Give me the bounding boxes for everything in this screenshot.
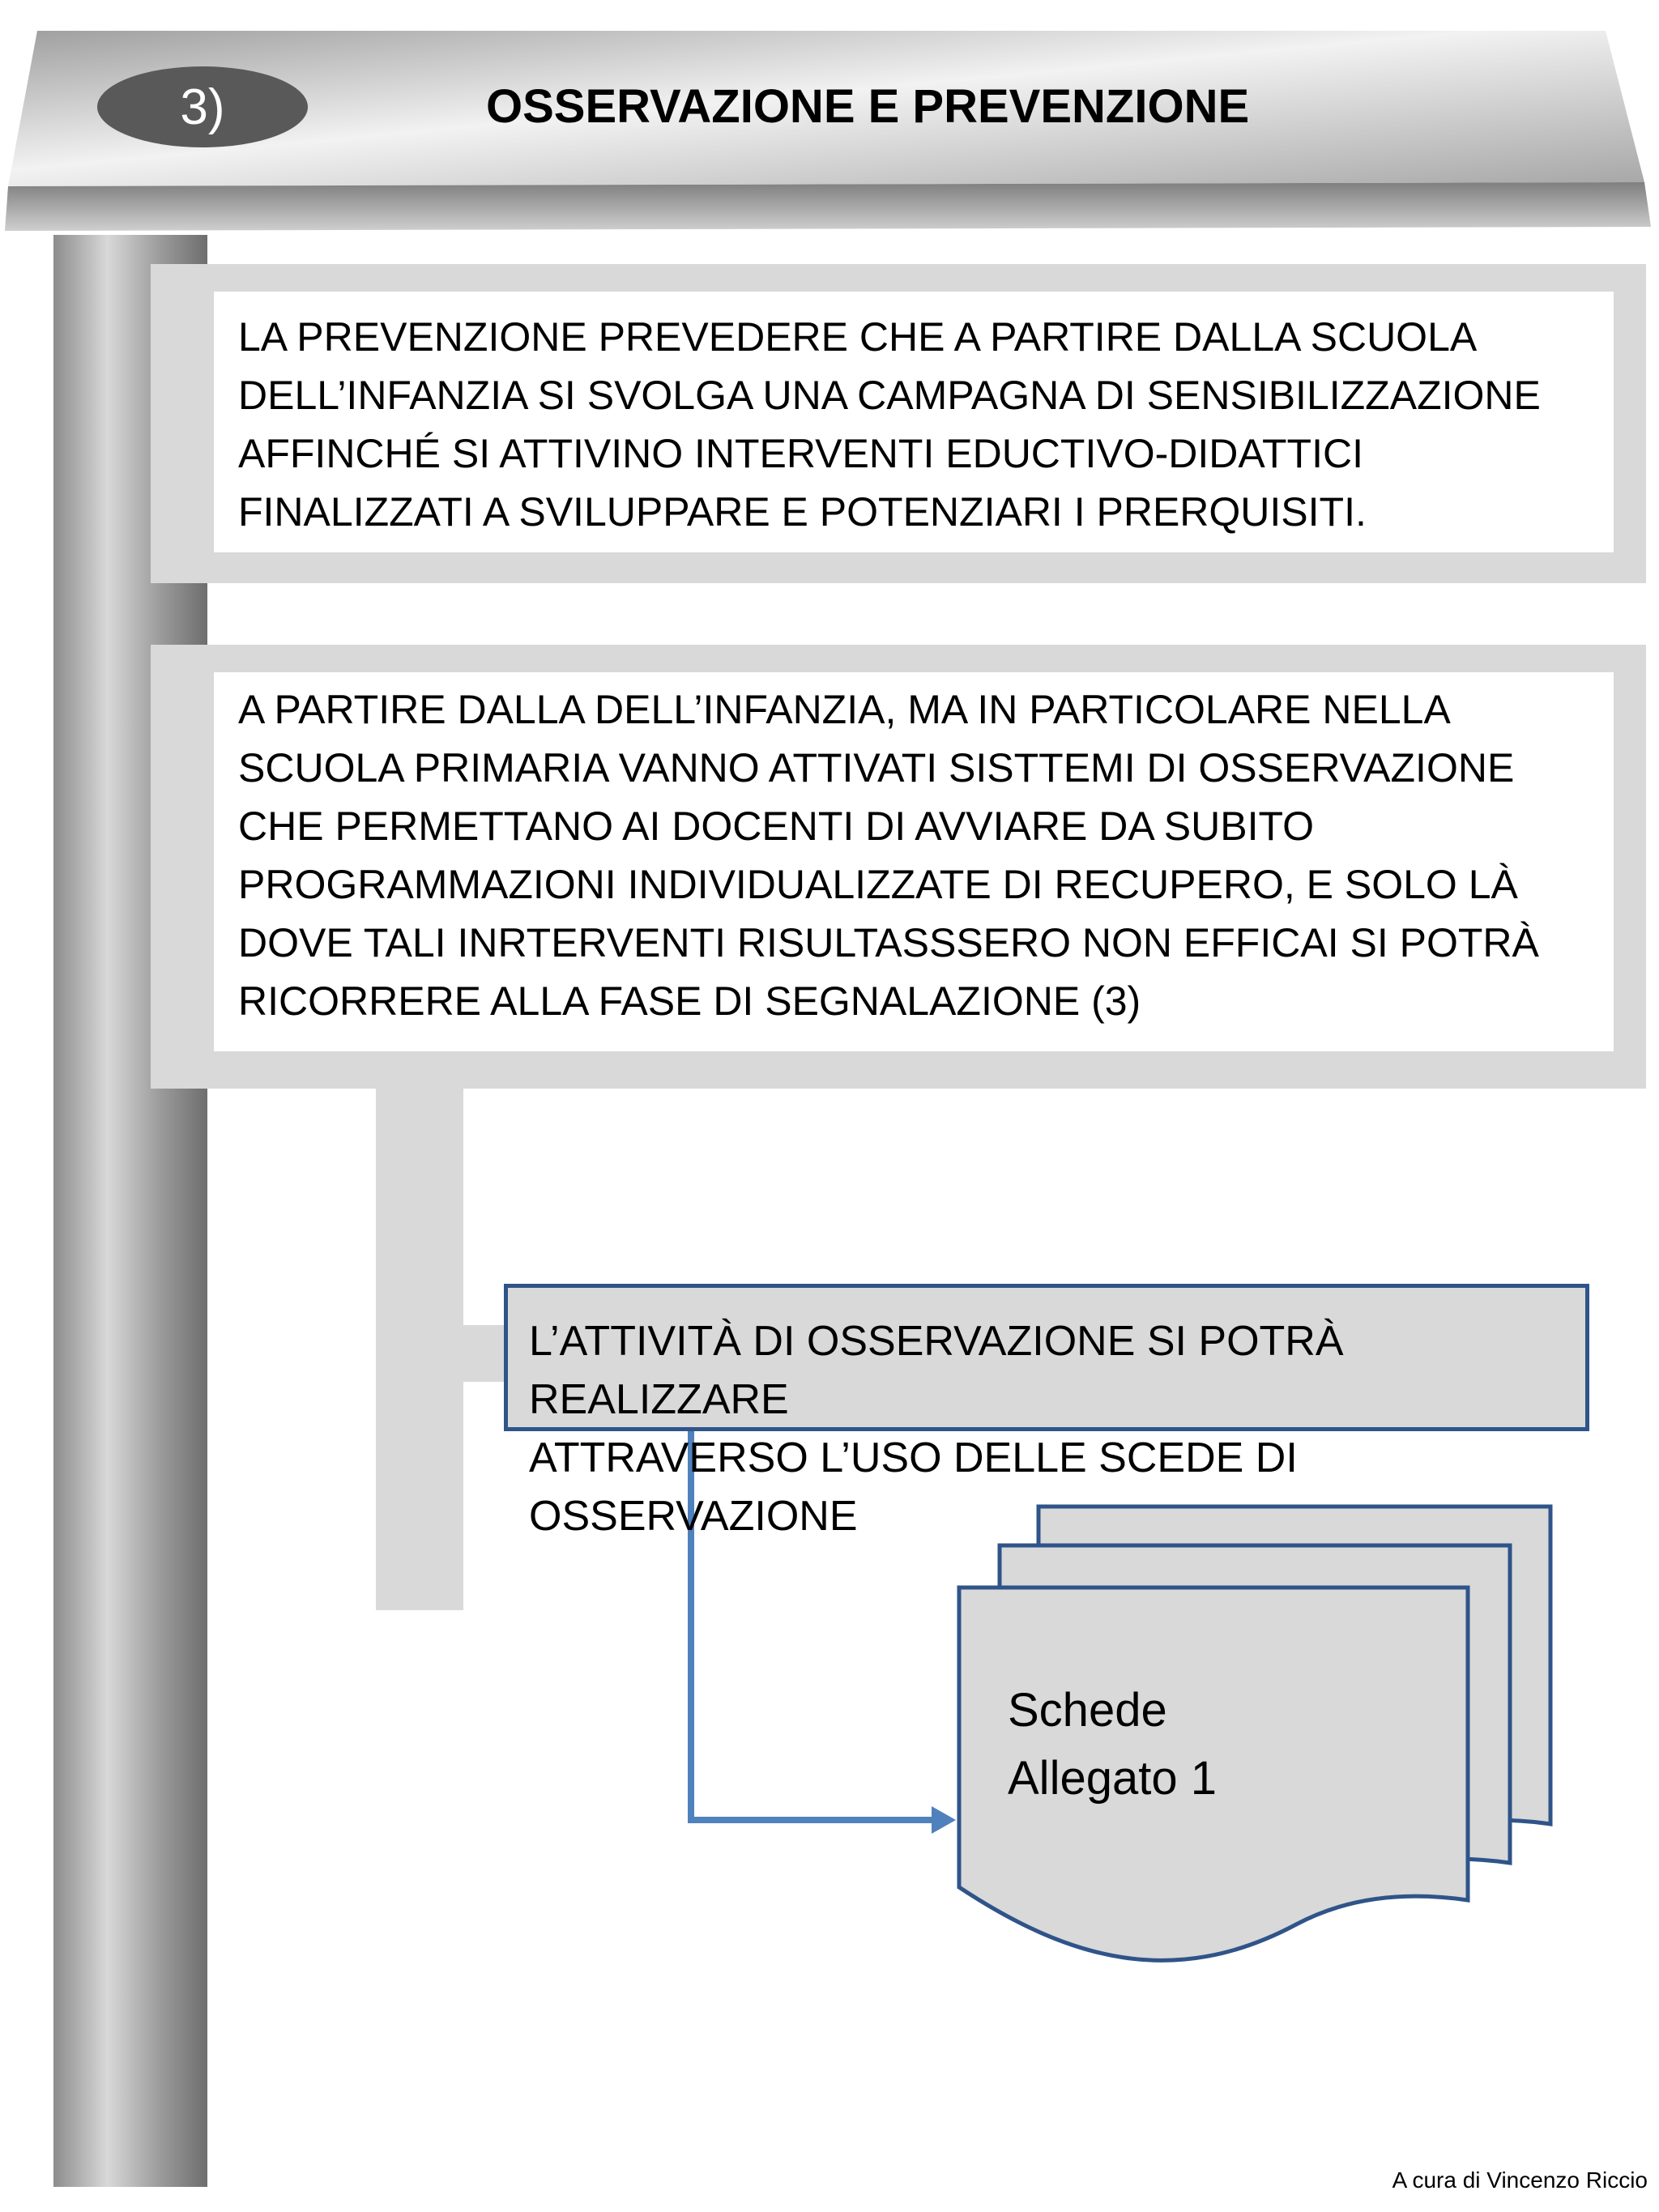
box3-line: ATTRAVERSO L’USO DELLE SCEDE DI OSSERVAZIONE	[529, 1434, 1298, 1540]
author-credit: A cura di Vincenzo Riccio	[1392, 2167, 1648, 2193]
box1-line: DELL’INFANZIA SI SVOLGA UNA CAMPAGNA DI SENSIBILIZZAZIONE	[238, 373, 1541, 418]
connector-arrow-head	[932, 1806, 956, 1834]
box1-line: FINALIZZATI A SVILUPPARE E POTENZIARI I PRERQUISITI.	[238, 489, 1367, 535]
box2-line: CHE PERMETTANO AI DOCENTI DI AVVIARE DA SUBITO	[238, 803, 1315, 849]
bracket-stub-top	[463, 1325, 505, 1382]
box2-line: DOVE TALI INRTERVENTI RISULTASSSERO NON EFFICAI SI POTRÀ	[238, 920, 1539, 965]
step-badge: 3)	[97, 66, 308, 147]
box2-line: SCUOLA PRIMARIA VANNO ATTIVATI SISTTEMI DI OSSERVAZIONE	[238, 745, 1515, 791]
bracket-stem	[376, 1089, 463, 1610]
box2-line: A PARTIRE DALLA DELL’INFANZIA, MA IN PARTICOLARE NELLA	[238, 687, 1451, 732]
box2-line: PROGRAMMAZIONI INDIVIDUALIZZATE DI RECUPERO, E SOLO LÀ	[238, 862, 1518, 907]
box1-line: AFFINCHÉ SI ATTIVINO INTERVENTI EDUCTIVO-DIDATTICI	[238, 431, 1363, 476]
documents-label	[1008, 1677, 1332, 1813]
observation-box	[504, 1284, 1589, 1540]
box2-line: RICORRERE ALLA FASE DI SEGNALAZIONE (3)	[238, 978, 1141, 1024]
documents-label-line2: Allegato 1	[1008, 1752, 1217, 1805]
box1-line: LA PREVENZIONE PREVEDERE CHE A PARTIRE DALLA SCUOLA	[238, 314, 1478, 360]
documents-label-line1: Schede	[1008, 1684, 1167, 1737]
box3-line: L’ATTIVITÀ DI OSSERVAZIONE SI POTRÀ REALIZZARE	[529, 1318, 1344, 1423]
page-title: OSSERVAZIONE E PREVENZIONE	[486, 79, 1250, 133]
